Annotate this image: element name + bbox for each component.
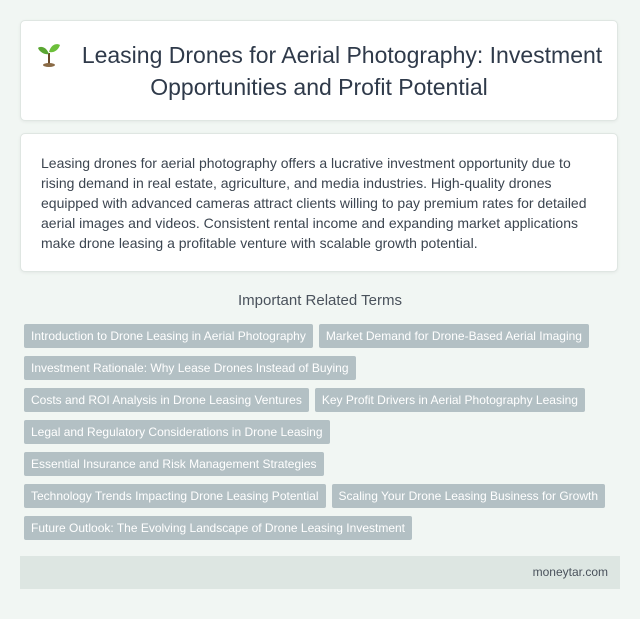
- related-term-tag[interactable]: Introduction to Drone Leasing in Aerial Photography: [24, 324, 313, 348]
- site-name[interactable]: moneytar.com: [532, 565, 608, 579]
- sprout-icon: [36, 41, 62, 67]
- footer: [20, 556, 620, 589]
- tag-row: [24, 356, 624, 380]
- related-term-tag[interactable]: Technology Trends Impacting Drone Leasing Potential: [24, 484, 326, 508]
- related-term-tag[interactable]: Market Demand for Drone-Based Aerial Imaging: [319, 324, 589, 348]
- related-term-tag[interactable]: Costs and ROI Analysis in Drone Leasing Ventures: [24, 388, 309, 412]
- tag-row: [24, 420, 624, 444]
- tag-row: [24, 388, 624, 412]
- page-title-text: Leasing Drones for Aerial Photography: Investment Opportunities and Profit Potential: [81, 41, 603, 100]
- tag-row: [24, 516, 624, 540]
- tag-row: [24, 452, 624, 476]
- related-term-tag[interactable]: Legal and Regulatory Considerations in Drone Leasing: [24, 420, 330, 444]
- tag-row: [24, 484, 624, 508]
- related-terms-heading: Important Related Terms: [238, 292, 402, 309]
- summary-text: Leasing drones for aerial photography offers a lucrative investment opportunity due to rising demand in real estate, agriculture, and media industries. High-quality drones equipped with advanced cameras attract clients willing to pay premium rates for detailed aerial images and videos. Consistent rental income and expanding market applications make drone leasing a profitable venture with scalable growth potential.: [41, 155, 587, 251]
- related-term-tag[interactable]: Scaling Your Drone Leasing Business for Growth: [332, 484, 605, 508]
- related-terms-list: [24, 324, 624, 548]
- related-term-tag[interactable]: Key Profit Drivers in Aerial Photography Leasing: [315, 388, 585, 412]
- tag-row: [24, 324, 624, 348]
- title-card: [20, 20, 618, 121]
- summary-card: [20, 133, 618, 272]
- related-term-tag[interactable]: Future Outlook: The Evolving Landscape of Drone Leasing Investment: [24, 516, 412, 540]
- related-term-tag[interactable]: Investment Rationale: Why Lease Drones Instead of Buying: [24, 356, 356, 380]
- page-title: [21, 39, 617, 103]
- related-term-tag[interactable]: Essential Insurance and Risk Management Strategies: [24, 452, 324, 476]
